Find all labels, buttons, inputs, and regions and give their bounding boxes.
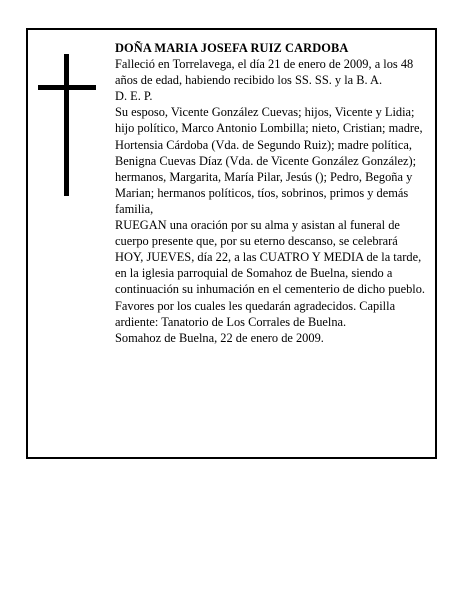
obituary-text — [115, 40, 427, 346]
cross-horizontal-bar — [38, 85, 96, 90]
family-members: Su esposo, Vicente González Cuevas; hijos, Vicente y Lidia; hijo político, Marco Antonio Lombilla; nieto, Cristian; madre, Hortensia Cárdoba (Vda. de Segundo Ruiz); madre política, Benigna Cuevas Díaz (Vda. de Vicente González González); hermanos, Margarita, María Pilar, Jesús (); Pedro, Begoña y Marian; hermanos políticos, tíos, sobrinos, primos y demás familia, — [115, 105, 423, 216]
funeral-request: RUEGAN una oración por su alma y asistan al funeral de cuerpo presente que, por su eterno descanso, se celebrará HOY, JUEVES, día 22, a las CUATRO Y MEDIA de la tarde, en la iglesia parroquial de Somahoz de Buelna, siendo a continuación su inhumación en el cementerio de dicho pueblo. Favores por los cuales les quedarán agradecidos. Capilla ardiente: Tanatorio de Los Corrales de Buelna. — [115, 218, 426, 329]
death-announcement: Falleció en Torrelavega, el día 21 de enero de 2009, a los 48 años de edad, habiendo recibido los SS. SS. y la B. A. — [115, 57, 414, 88]
cross-icon — [38, 54, 96, 196]
deceased-name: DOÑA MARIA JOSEFA RUIZ CARDOBA — [115, 41, 349, 55]
place-and-date: Somahoz de Buelna, 22 de enero de 2009. — [115, 330, 324, 345]
cross-vertical-bar — [64, 54, 69, 196]
rest-in-peace: D. E. P. — [115, 89, 153, 104]
